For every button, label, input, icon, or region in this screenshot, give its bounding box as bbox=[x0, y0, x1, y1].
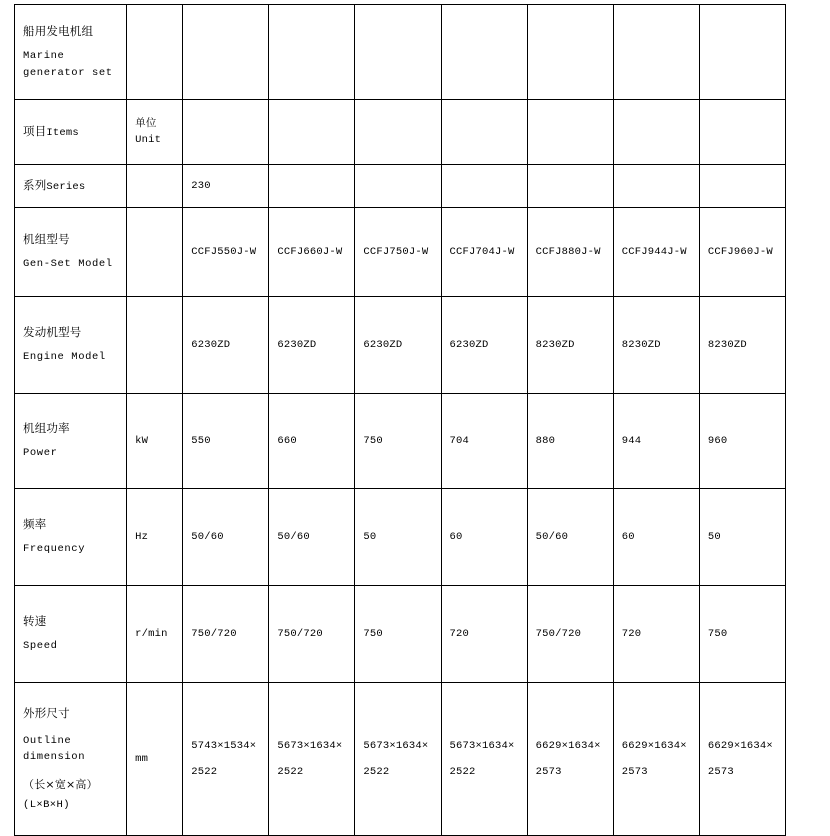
cell-frequency-7: 50 bbox=[699, 489, 785, 586]
cell-engine-model-3: 6230ZD bbox=[355, 297, 441, 394]
cell-genset-model-7: CCFJ960J-W bbox=[699, 208, 785, 297]
row-label-genset-model bbox=[15, 208, 127, 297]
row-label-engine-model-en: Engine Model bbox=[23, 351, 106, 364]
row-label-speed bbox=[15, 586, 127, 683]
header-row-cell-7 bbox=[699, 100, 785, 165]
row-label-outline-dimension-cn2: （长×宽×高） bbox=[23, 777, 98, 791]
cell-outline-dimension-5-line2: 2573 bbox=[535, 766, 562, 778]
cell-frequency-2: 50/60 bbox=[269, 489, 355, 586]
cell-speed-5: 750/720 bbox=[527, 586, 613, 683]
row-unit-frequency: Hz bbox=[127, 489, 183, 586]
cell-frequency-5: 50/60 bbox=[527, 489, 613, 586]
cell-outline-dimension-2-line1: 5673×1634× bbox=[277, 739, 343, 752]
row-label-speed-cn: 转速 bbox=[23, 613, 47, 628]
title-row-cell-6 bbox=[613, 5, 699, 100]
cell-frequency-4: 60 bbox=[441, 489, 527, 586]
cell-outline-dimension-6 bbox=[613, 683, 699, 836]
row-label-outline-dimension-en: Outline dimension bbox=[23, 734, 86, 764]
cell-engine-model-2: 6230ZD bbox=[269, 297, 355, 394]
document-title-cn: 船用发电机组 bbox=[23, 23, 94, 38]
column-header-items bbox=[15, 100, 127, 165]
table-row bbox=[15, 586, 786, 683]
table-row bbox=[15, 297, 786, 394]
column-header-unit-en: Unit bbox=[135, 134, 162, 146]
cell-outline-dimension-2-line2: 2522 bbox=[277, 766, 304, 778]
title-row-cell-7 bbox=[699, 5, 785, 100]
column-header-items-cn: 项目 bbox=[23, 123, 47, 138]
title-row-cell-3 bbox=[355, 5, 441, 100]
title-row-unit-cell bbox=[127, 5, 183, 100]
cell-outline-dimension-4-line2: 2522 bbox=[449, 766, 476, 778]
cell-power-4: 704 bbox=[441, 394, 527, 489]
row-unit-speed: r/min bbox=[127, 586, 183, 683]
cell-series-2 bbox=[269, 165, 355, 208]
document-title-en: Marine generator set bbox=[23, 49, 113, 79]
table-row-title bbox=[15, 5, 786, 100]
document-title-cell bbox=[15, 5, 127, 100]
title-row-cell-5 bbox=[527, 5, 613, 100]
cell-series-5 bbox=[527, 165, 613, 208]
marine-generator-spec-table bbox=[14, 4, 786, 836]
header-row-cell-5 bbox=[527, 100, 613, 165]
cell-outline-dimension-7 bbox=[699, 683, 785, 836]
title-row-cell-2 bbox=[269, 5, 355, 100]
row-label-frequency-en: Frequency bbox=[23, 543, 86, 556]
row-unit-engine-model bbox=[127, 297, 183, 394]
cell-outline-dimension-3-line2: 2522 bbox=[363, 766, 390, 778]
cell-outline-dimension-1-line2: 2522 bbox=[191, 766, 218, 778]
header-row-cell-1 bbox=[183, 100, 269, 165]
row-label-series bbox=[15, 165, 127, 208]
cell-engine-model-7: 8230ZD bbox=[699, 297, 785, 394]
row-label-genset-model-cn: 机组型号 bbox=[23, 231, 70, 246]
cell-engine-model-4: 6230ZD bbox=[441, 297, 527, 394]
title-row-cell-1 bbox=[183, 5, 269, 100]
column-header-unit bbox=[127, 100, 183, 165]
row-label-power bbox=[15, 394, 127, 489]
table-row bbox=[15, 208, 786, 297]
cell-frequency-3: 50 bbox=[355, 489, 441, 586]
cell-speed-7: 750 bbox=[699, 586, 785, 683]
cell-outline-dimension-5-line1: 6629×1634× bbox=[535, 739, 601, 752]
row-unit-power: kW bbox=[127, 394, 183, 489]
header-row-cell-4 bbox=[441, 100, 527, 165]
row-label-outline-dimension-cn: 外形尺寸 bbox=[23, 706, 70, 721]
row-label-speed-en: Speed bbox=[23, 640, 58, 653]
cell-outline-dimension-2 bbox=[269, 683, 355, 836]
cell-engine-model-5: 8230ZD bbox=[527, 297, 613, 394]
row-label-engine-model-cn: 发动机型号 bbox=[23, 324, 82, 339]
cell-series-1: 230 bbox=[183, 165, 269, 208]
cell-speed-6: 720 bbox=[613, 586, 699, 683]
cell-genset-model-5: CCFJ880J-W bbox=[527, 208, 613, 297]
table-row bbox=[15, 683, 786, 836]
row-label-power-cn: 机组功率 bbox=[23, 420, 70, 435]
cell-outline-dimension-5 bbox=[527, 683, 613, 836]
cell-power-2: 660 bbox=[269, 394, 355, 489]
cell-series-4 bbox=[441, 165, 527, 208]
row-label-frequency bbox=[15, 489, 127, 586]
cell-genset-model-6: CCFJ944J-W bbox=[613, 208, 699, 297]
cell-series-6 bbox=[613, 165, 699, 208]
row-label-power-en: Power bbox=[23, 447, 58, 460]
cell-genset-model-3: CCFJ750J-W bbox=[355, 208, 441, 297]
cell-outline-dimension-4 bbox=[441, 683, 527, 836]
cell-outline-dimension-3-line1: 5673×1634× bbox=[363, 739, 429, 752]
cell-outline-dimension-3 bbox=[355, 683, 441, 836]
cell-genset-model-1: CCFJ550J-W bbox=[183, 208, 269, 297]
row-unit-genset-model bbox=[127, 208, 183, 297]
cell-frequency-6: 60 bbox=[613, 489, 699, 586]
cell-outline-dimension-7-line2: 2573 bbox=[707, 766, 734, 778]
column-header-items-en: Items bbox=[46, 126, 79, 139]
table-row bbox=[15, 489, 786, 586]
table-row bbox=[15, 394, 786, 489]
cell-outline-dimension-6-line2: 2573 bbox=[621, 766, 648, 778]
row-label-series-cn: 系列 bbox=[23, 177, 47, 192]
row-label-outline-dimension-en2: (L×B×H) bbox=[23, 798, 70, 811]
table-row-header bbox=[15, 100, 786, 165]
cell-frequency-1: 50/60 bbox=[183, 489, 269, 586]
cell-genset-model-2: CCFJ660J-W bbox=[269, 208, 355, 297]
cell-engine-model-1: 6230ZD bbox=[183, 297, 269, 394]
row-label-frequency-cn: 频率 bbox=[23, 516, 47, 531]
header-row-cell-2 bbox=[269, 100, 355, 165]
cell-power-3: 750 bbox=[355, 394, 441, 489]
cell-power-7: 960 bbox=[699, 394, 785, 489]
row-unit-outline-dimension: mm bbox=[127, 683, 183, 836]
cell-power-6: 944 bbox=[613, 394, 699, 489]
row-label-outline-dimension bbox=[15, 683, 127, 836]
spec-sheet bbox=[0, 4, 830, 811]
cell-outline-dimension-6-line1: 6629×1634× bbox=[621, 739, 687, 752]
cell-outline-dimension-1 bbox=[183, 683, 269, 836]
cell-speed-2: 750/720 bbox=[269, 586, 355, 683]
header-row-cell-6 bbox=[613, 100, 699, 165]
cell-series-7 bbox=[699, 165, 785, 208]
table-row bbox=[15, 165, 786, 208]
cell-speed-3: 750 bbox=[355, 586, 441, 683]
cell-power-5: 880 bbox=[527, 394, 613, 489]
cell-engine-model-6: 8230ZD bbox=[613, 297, 699, 394]
cell-outline-dimension-7-line1: 6629×1634× bbox=[707, 739, 773, 752]
title-row-cell-4 bbox=[441, 5, 527, 100]
cell-speed-4: 720 bbox=[441, 586, 527, 683]
cell-outline-dimension-1-line1: 5743×1534× bbox=[191, 739, 257, 752]
cell-series-3 bbox=[355, 165, 441, 208]
header-row-cell-3 bbox=[355, 100, 441, 165]
column-header-unit-cn: 单位 bbox=[135, 117, 157, 130]
cell-power-1: 550 bbox=[183, 394, 269, 489]
row-label-genset-model-en: Gen-Set Model bbox=[23, 258, 113, 271]
row-unit-series bbox=[127, 165, 183, 208]
row-label-engine-model bbox=[15, 297, 127, 394]
row-label-series-en: Series bbox=[46, 180, 86, 193]
cell-speed-1: 750/720 bbox=[183, 586, 269, 683]
cell-genset-model-4: CCFJ704J-W bbox=[441, 208, 527, 297]
cell-outline-dimension-4-line1: 5673×1634× bbox=[449, 739, 515, 752]
